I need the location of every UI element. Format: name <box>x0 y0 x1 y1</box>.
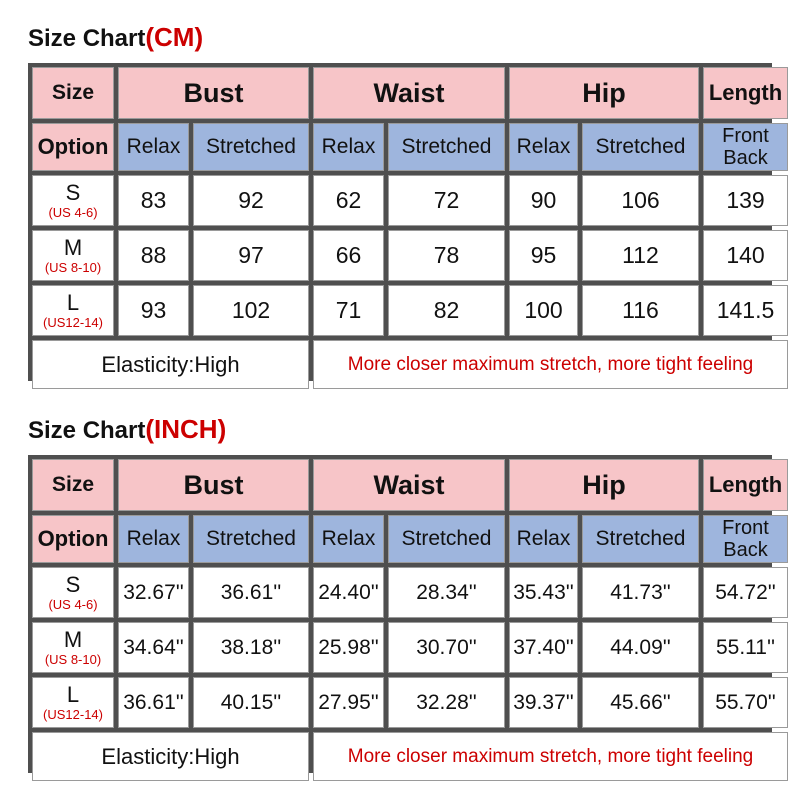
table-cell: 40.15'' <box>193 677 309 728</box>
back-label: Back <box>723 539 768 561</box>
size-letter: M <box>63 627 83 652</box>
chart-unit-label: (INCH) <box>145 414 227 444</box>
size-header-cell: Size <box>32 459 114 511</box>
waist-header: Waist <box>313 459 505 511</box>
table-cell: 71 <box>313 285 384 336</box>
bust-relax-header: Relax <box>118 123 189 171</box>
size-chart-inch-title <box>28 414 226 445</box>
table-cell: 36.61'' <box>118 677 189 728</box>
hip-stretched-header: Stretched <box>582 123 699 171</box>
us-size: (US12-14) <box>43 707 103 722</box>
size-option-m <box>32 622 114 673</box>
length-header: Length <box>703 67 788 119</box>
elasticity-label: Elasticity:High <box>32 340 309 389</box>
bust-stretched-header: Stretched <box>193 123 309 171</box>
waist-header: Waist <box>313 67 505 119</box>
table-cell: 106 <box>582 175 699 226</box>
bust-relax-header: Relax <box>118 515 189 563</box>
table-cell: 54.72'' <box>703 567 788 618</box>
table-cell: 45.66'' <box>582 677 699 728</box>
length-header: Length <box>703 459 788 511</box>
size-chart-cm-title <box>28 22 203 53</box>
size-chart-inch-table <box>28 455 783 773</box>
size-option-l <box>32 677 114 728</box>
table-cell: 25.98'' <box>313 622 384 673</box>
hip-header: Hip <box>509 459 699 511</box>
size-chart-cm-table <box>28 63 783 381</box>
table-cell: 88 <box>118 230 189 281</box>
table-cell: 36.61'' <box>193 567 309 618</box>
table-cell: 62 <box>313 175 384 226</box>
table-cell: 93 <box>118 285 189 336</box>
table-cell: 37.40'' <box>509 622 578 673</box>
chart-unit-label: (CM) <box>145 22 204 52</box>
size-letter: S <box>65 572 81 597</box>
table-cell: 90 <box>509 175 578 226</box>
option-header-cell: Option <box>32 123 114 171</box>
stretch-note: More closer maximum stretch, more tight feeling <box>313 340 788 389</box>
table-cell: 44.09'' <box>582 622 699 673</box>
size-option-m <box>32 230 114 281</box>
table-cell: 41.73'' <box>582 567 699 618</box>
size-header-cell: Size <box>32 67 114 119</box>
table-cell: 39.37'' <box>509 677 578 728</box>
length-front-back-header <box>703 515 788 563</box>
table-cell: 141.5 <box>703 285 788 336</box>
table-cell: 30.70'' <box>388 622 505 673</box>
size-letter: L <box>66 682 80 707</box>
bust-stretched-header: Stretched <box>193 515 309 563</box>
us-size: (US 4-6) <box>48 205 98 220</box>
size-option-s <box>32 567 114 618</box>
size-letter: M <box>63 235 83 260</box>
table-cell: 78 <box>388 230 505 281</box>
waist-relax-header: Relax <box>313 123 384 171</box>
table-cell: 95 <box>509 230 578 281</box>
table-cell: 24.40'' <box>313 567 384 618</box>
table-cell: 55.70'' <box>703 677 788 728</box>
chart-title-text: Size Chart <box>28 417 146 444</box>
table-cell: 32.28'' <box>388 677 505 728</box>
table-cell: 35.43'' <box>509 567 578 618</box>
hip-relax-header: Relax <box>509 515 578 563</box>
chart-title-text: Size Chart <box>28 25 146 52</box>
size-letter: L <box>66 290 80 315</box>
elasticity-label: Elasticity:High <box>32 732 309 781</box>
size-letter: S <box>65 180 81 205</box>
length-front-back-header <box>703 123 788 171</box>
table-cell: 140 <box>703 230 788 281</box>
hip-relax-header: Relax <box>509 123 578 171</box>
table-cell: 72 <box>388 175 505 226</box>
bust-header: Bust <box>118 459 309 511</box>
bust-header: Bust <box>118 67 309 119</box>
table-cell: 27.95'' <box>313 677 384 728</box>
us-size: (US 8-10) <box>44 652 102 667</box>
front-label: Front <box>722 517 769 539</box>
table-cell: 100 <box>509 285 578 336</box>
waist-relax-header: Relax <box>313 515 384 563</box>
table-cell: 82 <box>388 285 505 336</box>
hip-stretched-header: Stretched <box>582 515 699 563</box>
us-size: (US 8-10) <box>44 260 102 275</box>
option-header-cell: Option <box>32 515 114 563</box>
table-cell: 112 <box>582 230 699 281</box>
us-size: (US 4-6) <box>48 597 98 612</box>
table-cell: 116 <box>582 285 699 336</box>
table-cell: 92 <box>193 175 309 226</box>
hip-header: Hip <box>509 67 699 119</box>
table-cell: 66 <box>313 230 384 281</box>
us-size: (US12-14) <box>43 315 103 330</box>
table-cell: 83 <box>118 175 189 226</box>
waist-stretched-header: Stretched <box>388 123 505 171</box>
size-option-s <box>32 175 114 226</box>
front-label: Front <box>722 125 769 147</box>
back-label: Back <box>723 147 768 169</box>
waist-stretched-header: Stretched <box>388 515 505 563</box>
table-cell: 139 <box>703 175 788 226</box>
table-cell: 102 <box>193 285 309 336</box>
table-cell: 34.64'' <box>118 622 189 673</box>
size-option-l <box>32 285 114 336</box>
table-cell: 38.18'' <box>193 622 309 673</box>
table-cell: 28.34'' <box>388 567 505 618</box>
stretch-note: More closer maximum stretch, more tight feeling <box>313 732 788 781</box>
table-cell: 32.67'' <box>118 567 189 618</box>
table-cell: 97 <box>193 230 309 281</box>
table-cell: 55.11'' <box>703 622 788 673</box>
